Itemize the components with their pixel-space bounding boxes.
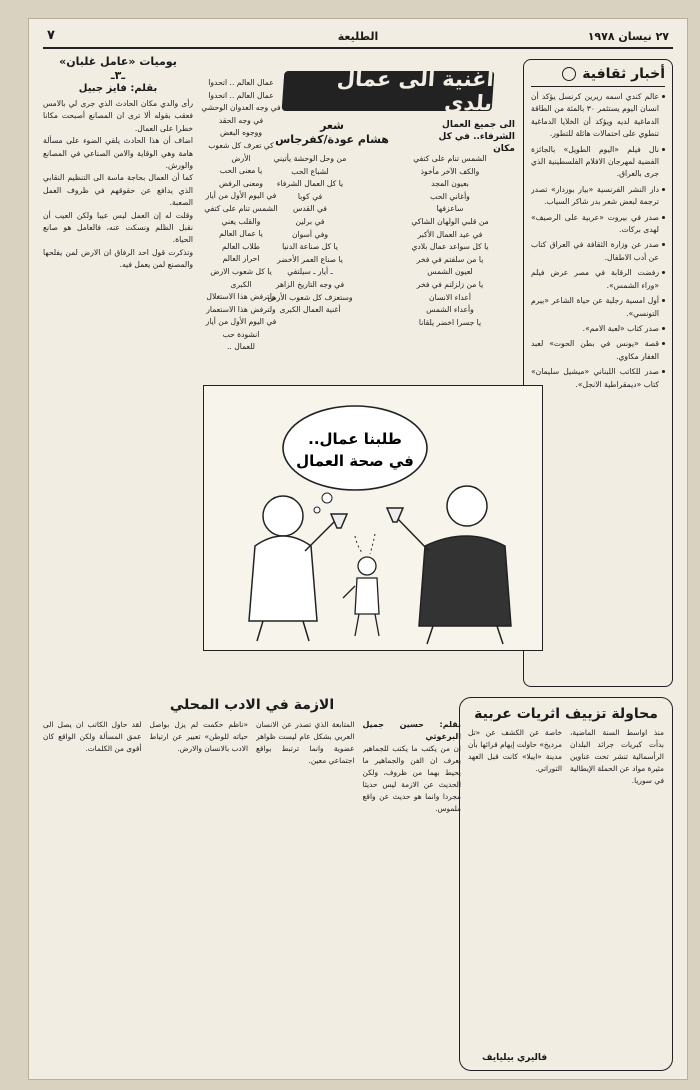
crisis-column-1 (363, 719, 462, 1071)
poem-line: انشودة حب (222, 329, 260, 339)
poem-line: في القدس (293, 204, 327, 214)
poem-title: اغنية الى عمال بلدي (282, 71, 495, 111)
poem-line: ساعزفها (436, 204, 464, 214)
poem-line: وستعزف كل شعوب الأرض (267, 292, 353, 302)
poem-column-3 (199, 77, 283, 377)
news-item: عالم كندي اسمه ريرين كرنسل يؤكد أن انسان اليوم يستثمر ٣٠ بالمئة من الطاقة الدماغية لديه ويؤكد أن الخلايا الدماغية تنطوي على احتمالات هائلة للتطور. (531, 91, 665, 141)
cultural-news-box (523, 59, 673, 687)
poem-line: الشمس تنام على كتفي (204, 203, 278, 213)
poem-line: كي تعرف كل شعوب الأرض (208, 140, 274, 163)
poet-name: هشام عودة/كفرجاس (275, 133, 389, 146)
news-item: نال فيلم «اليوم الطويل» بالجائزة الفضية لمهرجان الافلام الفلسطينية الذي جرى بالعراق. (531, 144, 665, 181)
poem-line: الشمس تنام على كتفي (413, 154, 487, 163)
poem-line: عمال العالم .. اتحدوا (208, 90, 274, 100)
poem-line: أغنية العمال الكبرى (279, 305, 341, 315)
poem-line: من وحل الوحشة يأتيني (273, 154, 347, 163)
crisis-title: الازمة في الادب المحلي (169, 697, 335, 713)
poem-line: ولترفض هذا الاستغلال (206, 292, 276, 302)
newspaper-name: الطليعة (337, 30, 379, 43)
poem-line: للعمال .. (227, 342, 255, 352)
newspaper-page (28, 18, 688, 1080)
poem-line: طلاب العالم (222, 241, 260, 251)
falsify-author: فاليري بيليايف (482, 1053, 548, 1063)
poem-line: وأعداء الشمس (426, 305, 474, 315)
page-header (43, 27, 673, 49)
diary-paragraph: اضاف أن هذا الحادث يلقي الضوء على مسألة هامة وهي الوقاية والامن الصناعي في المصانع والورش. (43, 136, 193, 171)
cartoon-illustration (203, 385, 543, 651)
diary-part: ـ٣ـ (110, 69, 126, 82)
poem-line: ـ أيار ـ سيلتفي (287, 267, 333, 277)
poem-line: يا معنى الحب (219, 166, 263, 176)
poem-line: يا صناع العمر الأخضر (277, 254, 343, 264)
poem-line: في اليوم الأول من أيار (205, 317, 277, 327)
drip-lines (370, 534, 375, 554)
diary-title: يوميات «عامل غلبان» (59, 55, 177, 68)
diary-text (43, 98, 193, 658)
crisis-paragraph: ان من يكتب ما يكتب للجماهير يعرف ان الفن والجماهير ما يحيط بهما من ظروف، ولكن الحديث عن الازمة ليس حديثا مجردا وانما هو حديث عن واقع ملموس. (362, 744, 461, 813)
right-boss-figure (387, 486, 511, 644)
poem-line: يا من زلزلتم في فخر (416, 279, 484, 289)
poem-line: عمال العالم .. اتحدوا (208, 78, 274, 87)
falsify-article (459, 697, 673, 1071)
crisis-column-4 (43, 719, 142, 1071)
poem-line: يا كل العمال الشرفاء (276, 179, 344, 189)
bubble-text-line2: في صحة العمال (296, 452, 414, 470)
cultural-news-title: أخبار ثقافية (531, 66, 665, 87)
poem-line: يا عمال العالم (219, 229, 263, 239)
poem-column-1 (385, 153, 515, 378)
circle-ornament-icon (562, 67, 576, 81)
news-item: صدر في بيروت «عربية على الرصيف» لهدى بركات. (531, 212, 665, 237)
diary-column (43, 55, 193, 669)
issue-date: ٢٧ نيسان ١٩٧٨ (587, 30, 669, 43)
poem-line: ووجوه البغض (219, 128, 263, 138)
crisis-article (43, 697, 461, 1071)
poem-line: في كوبا (297, 191, 323, 201)
diary-paragraph: كما أن العمال بحاجة ماسة الى التنظيم النقابي الذي يدافع عن حقوقهم في ظروف العمل الصعبة. (43, 173, 193, 208)
page-number: ٧ (47, 28, 55, 43)
diary-paragraph: وقلت له إن العمل ليس عيبا ولكن العيب أن نقبل الظلم ونسكت عنه، فالعامل هو صانع الحياة. (43, 210, 193, 245)
diary-author: بقلم: فايز جبيل (78, 83, 158, 94)
poem-line: في برلين (295, 216, 325, 226)
poem-line: من قلبي الولهان الشاكي (411, 216, 489, 226)
crisis-paragraph: المتابعة الذي تصدر عن الانسان العربي بشكل عام ليست ظواهر عضوية وانما ترتبط بواقع اجتماعي معين. (256, 720, 355, 765)
poem-line: يا من سلفتم في فخر (416, 254, 484, 264)
news-items (531, 91, 665, 394)
news-item: رفضت الرقابة في مصر عرض فيلم «وراء الشمس». (531, 267, 665, 292)
poem-line: في وجه الحقد (218, 115, 264, 125)
poem-line: يا جسرا اخضر يلقانا (418, 317, 482, 327)
poem-line: ولترفض هذا الاستعمار (206, 304, 276, 314)
crisis-paragraph: لقد حاول الكاتب ان يصل الى عمق المسألة ولكن الواقع كان أقوى من الكلمات. (43, 720, 142, 753)
cartoon-drawing (205, 386, 542, 649)
left-boss-figure (249, 496, 347, 641)
poem-line: في وجه العدوان الوحشي (201, 103, 281, 113)
bubble-text-line1: طلبنا عمال.. (308, 430, 402, 448)
news-item: صدر عن وزارة الثقافة في العراق كتاب عن أدب الاطفال. (531, 239, 665, 264)
poem-line: في وجه التاريخ الزاهر (275, 279, 345, 289)
poem-line: لشباع الحب (291, 166, 329, 176)
poem-line: أعداء الانسان (429, 292, 471, 302)
poem-line: في اليوم الأول من أيار (205, 191, 277, 201)
crisis-column-2 (256, 719, 355, 1071)
news-item: دار النشر الفرنسية «بيار بوردار» تصدر ترجمة لبعض شعر بدر شاكر السياب. (531, 184, 665, 209)
poem-line: يا كل شعوب الارض الكبرى (210, 266, 272, 289)
poem-line: والقلب يغني (221, 216, 261, 226)
poem-line: في عيد العمال الأكبر (417, 229, 483, 239)
falsify-paragraph: منذ اواسط السنة الماضية، بدأت كبريات جرائد البلدان الرأسمالية تنشر تحت عناوين مثيرة مواد عن الحملة الإيطالية في سوريا. (570, 728, 664, 785)
crisis-column-3 (150, 719, 249, 1071)
falsify-column-1 (570, 727, 664, 1053)
speech-bubble (283, 406, 427, 490)
diary-paragraph: رأى والدي مكان الحادث الذي جرى لي بالامس فعقب بقوله ألا ترى ان المصانع أصبحت مكانا خطرا على العمال. (43, 99, 193, 133)
news-item: صدر للكاتب اللبناني «ميشيل سليمان» كتاب «ديمقراطية الانجل». (531, 366, 665, 391)
small-worker-figure (343, 557, 379, 636)
bubble-dot (314, 507, 320, 513)
poem-dedication: الى جميع العمال الشرفاء.. في كل مكان (438, 120, 515, 154)
falsify-column-2 (468, 727, 562, 1053)
poet-label: شعر (320, 119, 344, 132)
poem-line: بعيون المجد (431, 179, 469, 189)
news-item: أول امسية رجلية عن حياة الشاعر «بيرم التونسي». (531, 295, 665, 320)
diary-paragraph: وتذكرت قول احد الرفاق ان الارض لمن يفلحها والمصنع لمن يعمل فيه. (43, 247, 193, 270)
drip-lines (355, 536, 363, 554)
bubble-dot (322, 493, 332, 503)
poem-line: والكف الآخر مأخوذ (420, 166, 480, 176)
poem-line: وفي أسوان (291, 229, 329, 239)
poem-line: احرار العالم (222, 254, 260, 264)
poem-line: ومعنى الرفض (219, 178, 263, 188)
poem-line: لعيون الشمس (427, 267, 473, 277)
news-item: قصة «يونس في بطن الحوت» لعبد الغفار مكاوي. (531, 338, 665, 363)
poem-line: وأغاني الحب (430, 191, 470, 201)
falsify-title: محاولة تزييف اثريات عربية (474, 706, 658, 722)
crisis-byline: بقلم: حسين جميل البرغوثي (362, 720, 461, 741)
poem-line: يا كل سواعد عمال بلادي (411, 242, 489, 252)
news-item: صدر كتاب «لعبة الامم». (531, 323, 665, 335)
poem-line: يا كل صناعة الدنيا (282, 242, 338, 252)
falsify-paragraph: خاصة عن الكشف عن «تل مرديخ» حاولت إيهام قرائها بأن مدينة «ايبلا» كانت قبل العهد التوراتي. (468, 728, 562, 773)
crisis-paragraph: «ناظم حكمت لم يزل بواصل حياته للوطن» تعبير عن ارتباط الادب بالانسان والارض. (149, 720, 248, 753)
